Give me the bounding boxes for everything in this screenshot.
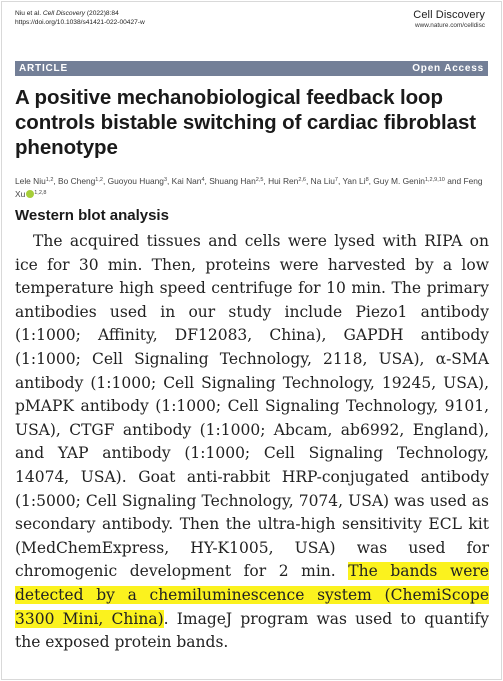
author[interactable]: Guoyou Huang$^3$ (107, 176, 168, 186)
journal-url[interactable]: www.nature.com/celldisc (415, 22, 485, 29)
article-title: A positive mechanobiological feedback loop controls bistable switching of cardiac fibroblast phenotype (15, 86, 476, 159)
author[interactable]: Hui Ren$^{2,6}$ (268, 176, 306, 186)
author[interactable]: Guy M. Genin$^{1,2,9,10}$ (373, 176, 445, 186)
author[interactable]: Shuang Han$^{2,5}$ (209, 176, 264, 186)
author[interactable]: Bo Cheng$^{1,2}$ (58, 176, 103, 186)
journal-brand (413, 9, 485, 30)
article-type-label: ARTICLE (19, 63, 68, 74)
author[interactable]: Feng Xu $^{1,2,8}$ (15, 176, 483, 199)
authors-conjunction: and (447, 176, 462, 186)
journal-name: Cell Discovery (413, 9, 485, 21)
author[interactable]: Yan Li$^8$ (342, 176, 369, 186)
section-paragraph (15, 230, 489, 655)
highlighted-sentence: The bands were detected by a chemiluminescence system (ChemiScope 3300 Mini, China) (15, 562, 489, 628)
paragraph-text: The acquired tissues and cells were lysed with RIPA on ice for 30 min. Then, proteins were harvested by a low temperature high speed centrifuge for 10 min. The primary antibodies used in our study include Piezo1 antibody (1:1000; Affinity, DF12083, China), GAPDH antibody (1:1000; Cell Signaling Technology, 2118, USA), α-SMA antibody (1:1000; Cell Signaling Technology, 19245, USA), pMAPK antibody (1:1000; Cell Signaling Technology, 9101, USA), CTGF antibody (1:1000; Abcam, ab6992, England), and YAP antibody (1:1000; Cell Signaling Technology, 14074, USA). Goat anti-rabbit HRP-conjugated antibody (1:5000; Cell Signaling Technology, 7074, USA) was used as secondary antibody. Then the ultra-high sensitivity ECL kit (MedChemExpress, HY-K1005, USA) was used for chromogenic development for 2 min. (15, 232, 489, 581)
citation-block (15, 9, 265, 27)
citation-volume: (2022)8:84 (85, 10, 119, 17)
section-heading: Western blot analysis (15, 207, 169, 224)
paragraph-text-end: . ImageJ program was used to quantify the exposed protein bands. (15, 609, 489, 652)
citation-authors: Niu et al. (15, 10, 42, 17)
author[interactable]: Kai Nan$^4$ (171, 176, 205, 186)
author-list: Lele Niu$^{1,2}$, Bo Cheng$^{1,2}$, Guoyou Huang$^3$, Kai Nan$^4$, Shuang Han$^{2,5}$, Hui Ren$^{2,6}$, Na Liu$^7$, Yan Li$^8$, Guy M. Genin$^{1,2,9,10}$ and Feng Xu $^{1,2,8}$ (15, 176, 483, 199)
author[interactable]: Lele Niu$^{1,2}$ (15, 176, 54, 186)
citation-line (15, 9, 265, 18)
citation-journal: Cell Discovery (42, 10, 86, 17)
open-access-label[interactable]: Open Access (412, 63, 484, 74)
doi-link[interactable]: https://doi.org/10.1038/s41421-022-00427-w (15, 19, 145, 26)
author[interactable]: Na Liu$^7$ (310, 176, 338, 186)
article-type-bar (15, 61, 488, 76)
